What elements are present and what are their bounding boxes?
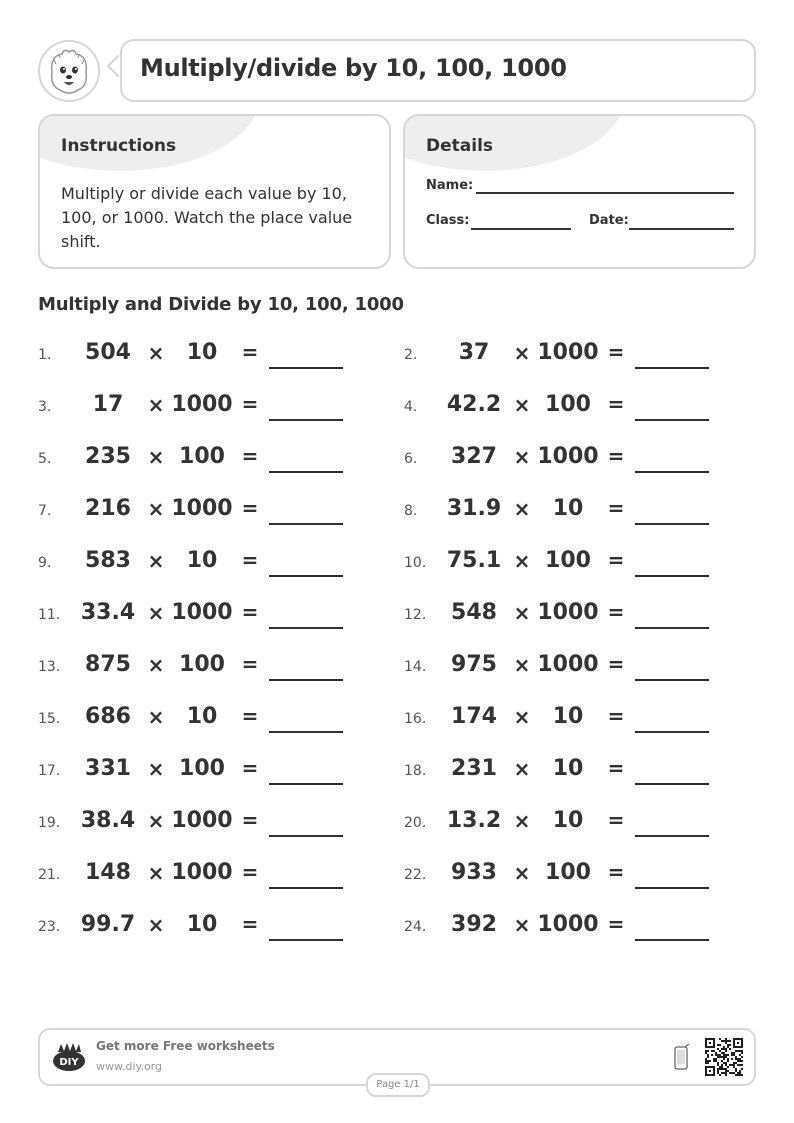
answer-blank[interactable] (269, 523, 343, 525)
equals-sign: = (607, 392, 625, 416)
multiply-sign: × (513, 445, 531, 469)
multiply-sign: × (147, 913, 165, 937)
problem-item (38, 497, 388, 527)
problem-item (38, 861, 388, 891)
answer-blank[interactable] (635, 679, 709, 681)
equals-sign: = (241, 444, 259, 468)
equals-sign: = (607, 808, 625, 832)
instructions-heading: Instructions (61, 136, 177, 156)
operand-b: 100 (545, 860, 591, 885)
answer-blank[interactable] (635, 575, 709, 577)
operand-a: 875 (85, 652, 131, 677)
problem-item (404, 497, 754, 527)
answer-blank[interactable] (635, 887, 709, 889)
multiply-sign: × (513, 913, 531, 937)
answer-blank[interactable] (635, 835, 709, 837)
answer-blank[interactable] (269, 367, 343, 369)
problem-number: 16. (404, 711, 427, 727)
operand-b: 1000 (171, 860, 233, 885)
equals-sign: = (241, 808, 259, 832)
multiply-sign: × (513, 393, 531, 417)
problem-number: 18. (404, 763, 427, 779)
equals-sign: = (241, 860, 259, 884)
operand-b: 10 (552, 808, 584, 833)
answer-blank[interactable] (635, 367, 709, 369)
multiply-sign: × (147, 757, 165, 781)
operand-b: 100 (179, 756, 225, 781)
name-field[interactable] (476, 192, 734, 194)
operand-a: 38.4 (80, 808, 136, 833)
operand-b: 10 (186, 340, 218, 365)
problem-number: 24. (404, 919, 427, 935)
problem-item (38, 549, 388, 579)
problem-number: 15. (38, 711, 61, 727)
operand-a: 933 (451, 860, 497, 885)
multiply-sign: × (147, 549, 165, 573)
multiply-sign: × (513, 653, 531, 677)
problem-number: 19. (38, 815, 61, 831)
operand-b: 1000 (537, 652, 599, 677)
problem-number: 5. (38, 451, 52, 467)
operand-a: 99.7 (80, 912, 136, 937)
multiply-sign: × (147, 393, 165, 417)
answer-blank[interactable] (269, 731, 343, 733)
mascot-avatar (38, 40, 100, 102)
operand-b: 1000 (537, 600, 599, 625)
operand-a: 13.2 (446, 808, 502, 833)
operand-a: 504 (85, 340, 131, 365)
problem-number: 10. (404, 555, 427, 571)
problem-item (404, 861, 754, 891)
operand-b: 10 (186, 704, 218, 729)
answer-blank[interactable] (635, 783, 709, 785)
answer-blank[interactable] (269, 783, 343, 785)
problem-number: 21. (38, 867, 61, 883)
operand-b: 100 (545, 548, 591, 573)
name-label: Name: (426, 178, 474, 193)
problem-item (404, 393, 754, 423)
problem-number: 17. (38, 763, 61, 779)
answer-blank[interactable] (269, 835, 343, 837)
class-label: Class: (426, 213, 470, 228)
answer-blank[interactable] (635, 731, 709, 733)
multiply-sign: × (513, 601, 531, 625)
equals-sign: = (241, 756, 259, 780)
problem-number: 20. (404, 815, 427, 831)
multiply-sign: × (147, 653, 165, 677)
operand-b: 1000 (171, 392, 233, 417)
operand-a: 33.4 (80, 600, 136, 625)
multiply-sign: × (147, 861, 165, 885)
date-field[interactable] (629, 228, 734, 230)
multiply-sign: × (147, 497, 165, 521)
multiply-sign: × (513, 549, 531, 573)
details-heading: Details (426, 136, 494, 156)
multiply-sign: × (147, 809, 165, 833)
equals-sign: = (607, 756, 625, 780)
operand-a: 42.2 (446, 392, 502, 417)
instructions-panel (38, 114, 391, 269)
operand-b: 1000 (537, 340, 599, 365)
operand-b: 10 (186, 912, 218, 937)
details-panel (403, 114, 756, 269)
problem-number: 9. (38, 555, 52, 571)
qr-code-icon[interactable] (705, 1038, 743, 1076)
instructions-text: Multiply or divide each value by 10, 100, or 1000. Watch the place value shift. (61, 184, 353, 251)
equals-sign: = (607, 444, 625, 468)
answer-blank[interactable] (635, 471, 709, 473)
operand-a: 37 (458, 340, 490, 365)
diy-logo-icon (52, 1040, 86, 1072)
problem-item (38, 757, 388, 787)
operand-a: 216 (85, 496, 131, 521)
problem-number: 3. (38, 399, 52, 415)
equals-sign: = (607, 860, 625, 884)
multiply-sign: × (513, 341, 531, 365)
operand-b: 1000 (171, 496, 233, 521)
problem-item (404, 757, 754, 787)
equals-sign: = (607, 340, 625, 364)
phone-icon (674, 1043, 690, 1071)
problem-number: 4. (404, 399, 418, 415)
operand-b: 100 (179, 444, 225, 469)
problem-item (38, 341, 388, 371)
operand-b: 1000 (171, 808, 233, 833)
equals-sign: = (241, 548, 259, 572)
answer-blank[interactable] (269, 471, 343, 473)
operand-a: 75.1 (446, 548, 502, 573)
equals-sign: = (241, 392, 259, 416)
operand-a: 686 (85, 704, 131, 729)
problem-number: 13. (38, 659, 61, 675)
multiply-sign: × (147, 601, 165, 625)
multiply-sign: × (513, 861, 531, 885)
logo-text: DIY (59, 1057, 79, 1068)
problem-item (404, 445, 754, 475)
operand-a: 17 (92, 392, 124, 417)
operand-b: 10 (552, 756, 584, 781)
section-title: Multiply and Divide by 10, 100, 1000 (38, 294, 404, 315)
problem-item (404, 705, 754, 735)
operand-b: 10 (552, 496, 584, 521)
problem-number: 8. (404, 503, 418, 519)
equals-sign: = (241, 912, 259, 936)
operand-a: 327 (451, 444, 497, 469)
class-field[interactable] (471, 228, 571, 230)
multiply-sign: × (513, 757, 531, 781)
equals-sign: = (241, 704, 259, 728)
multiply-sign: × (147, 705, 165, 729)
equals-sign: = (241, 340, 259, 364)
multiply-sign: × (147, 341, 165, 365)
operand-b: 1000 (537, 444, 599, 469)
operand-a: 583 (85, 548, 131, 573)
date-label: Date: (589, 213, 629, 228)
equals-sign: = (607, 496, 625, 520)
answer-blank[interactable] (269, 939, 343, 941)
problem-item (404, 913, 754, 943)
operand-a: 331 (85, 756, 131, 781)
operand-a: 235 (85, 444, 131, 469)
footer-url[interactable]: www.diy.org (96, 1060, 162, 1073)
answer-blank[interactable] (269, 575, 343, 577)
operand-b: 10 (186, 548, 218, 573)
equals-sign: = (241, 600, 259, 624)
answer-blank[interactable] (269, 679, 343, 681)
equals-sign: = (607, 704, 625, 728)
operand-b: 10 (552, 704, 584, 729)
problem-item (38, 653, 388, 683)
multiply-sign: × (147, 445, 165, 469)
operand-b: 1000 (171, 600, 233, 625)
yeti-mascot-icon (40, 42, 98, 100)
problem-item (38, 913, 388, 943)
answer-blank[interactable] (635, 419, 709, 421)
problem-item (404, 549, 754, 579)
operand-b: 100 (179, 652, 225, 677)
equals-sign: = (607, 548, 625, 572)
answer-blank[interactable] (635, 939, 709, 941)
equals-sign: = (241, 496, 259, 520)
problem-item (38, 445, 388, 475)
operand-a: 392 (451, 912, 497, 937)
multiply-sign: × (513, 497, 531, 521)
page-number: Page 1/1 (366, 1073, 430, 1097)
problem-item (38, 393, 388, 423)
problem-number: 11. (38, 607, 61, 623)
problem-item (38, 601, 388, 631)
equals-sign: = (241, 652, 259, 676)
equals-sign: = (607, 652, 625, 676)
problem-number: 1. (38, 347, 52, 363)
answer-blank[interactable] (269, 887, 343, 889)
operand-a: 148 (85, 860, 131, 885)
problem-item (404, 601, 754, 631)
problem-number: 6. (404, 451, 418, 467)
problem-number: 23. (38, 919, 61, 935)
problem-item (404, 653, 754, 683)
answer-blank[interactable] (635, 523, 709, 525)
operand-a: 174 (451, 704, 497, 729)
equals-sign: = (607, 600, 625, 624)
problem-number: 12. (404, 607, 427, 623)
equals-sign: = (607, 912, 625, 936)
operand-b: 100 (545, 392, 591, 417)
page-title: Multiply/divide by 10, 100, 1000 (140, 54, 567, 82)
problem-number: 2. (404, 347, 418, 363)
problem-number: 14. (404, 659, 427, 675)
problem-item (38, 809, 388, 839)
problem-number: 7. (38, 503, 52, 519)
footer-promo: Get more Free worksheets (96, 1039, 275, 1053)
operand-b: 1000 (537, 912, 599, 937)
answer-blank[interactable] (269, 627, 343, 629)
problem-item (404, 341, 754, 371)
multiply-sign: × (513, 705, 531, 729)
problem-item (38, 705, 388, 735)
problem-number: 22. (404, 867, 427, 883)
operand-a: 231 (451, 756, 497, 781)
operand-a: 975 (451, 652, 497, 677)
answer-blank[interactable] (269, 419, 343, 421)
multiply-sign: × (513, 809, 531, 833)
answer-blank[interactable] (635, 627, 709, 629)
problem-item (404, 809, 754, 839)
operand-a: 548 (451, 600, 497, 625)
operand-a: 31.9 (446, 496, 502, 521)
